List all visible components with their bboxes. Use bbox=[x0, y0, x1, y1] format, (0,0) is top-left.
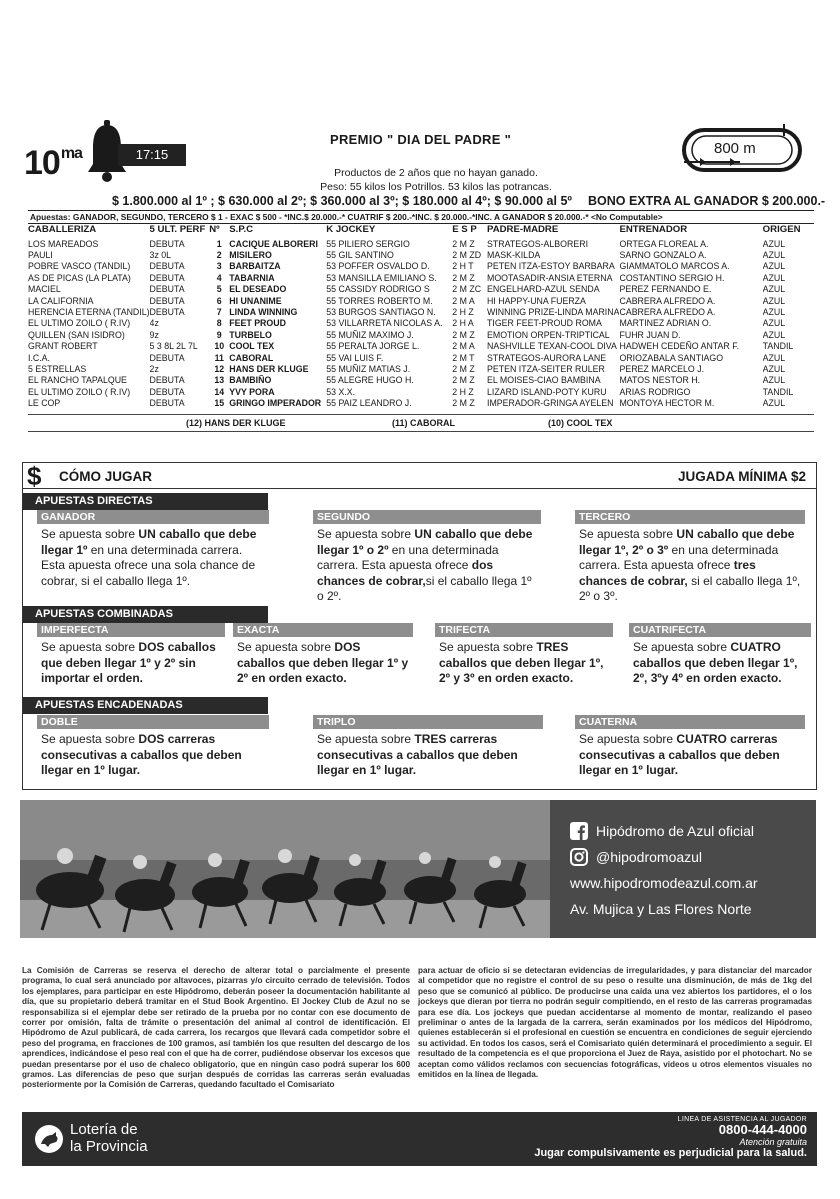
website-link[interactable]: www.hipodromodeazul.com.ar bbox=[570, 875, 758, 891]
bet-description: Se apuesta sobre UN caballo que debe llegar 1º, 2º o 3º en una determinada carrera. Esta apuesta ofrece tres chances de cobrar, si el caballo llega 1º, 2º o 3º. bbox=[579, 527, 801, 603]
cell-horse: TABARNIA bbox=[229, 272, 275, 283]
cell-number: 4 bbox=[216, 272, 222, 283]
cell-stable: 5 ESTRELLAS bbox=[28, 363, 87, 374]
cell-origin: AZUL bbox=[762, 307, 786, 318]
cell-origin: AZUL bbox=[762, 238, 786, 249]
cell-last-5: DEBUTA bbox=[149, 261, 185, 272]
bet-description: Se apuesta sobre CUATRO carreras consecutivas a caballos que deben llegar en 1º lugar. bbox=[579, 732, 780, 777]
cell-trainer: CABRERA ALFREDO A. bbox=[619, 295, 716, 306]
player-help: LINEA DE ASISTENCIA AL JUGADOR 0800-444-4000 Atención gratuita Jugar compulsivamente es perjudicial para la salud. bbox=[534, 1116, 807, 1159]
legal-text-right: para actuar de oficio si se detectaran evidencias de irregularidades, y para distanciar del marcador al competidor que no registre el control de su peso o resulte una disminución, de más de 1kg del peso que se comunicó al público. De producirse una caída una vez abiertos los partidores, el o los jockeys que dieran por tierra no podrán seguir compitiendo, en el resto de las carreras programadas para ese día. Los jockeys que puedan accidentarse al momento de montar, realizando el paseo preliminar o antes de la largada de la carrera, serán examinados por los médicos del Hipódromo, quienes establecerán si el profesional en cuestión se encuentra en condiciones de seguir ejerciendo su actividad. En todos los casos, será el Comisariato quién determinará el procedimiento a seguir. El resultado de la competencia es el que proporciona el Juez de Raya, asistido por el photochart. No se aceptan como válidos reclamos con secuencias fotográficas, videos u otros elementos visuales no emitidos en la línea de llegada. bbox=[418, 966, 812, 1080]
cell-sire-dam: STRATEGOS-AURORA LANE bbox=[487, 352, 607, 363]
bet-description: Se apuesta sobre DOS caballos que deben llegar 1º y 2º en orden exacto. bbox=[237, 640, 409, 685]
cell-sire-dam: STRATEGOS-ALBORERI bbox=[487, 238, 589, 249]
cell-sire-dam: EL MOISES-CIAO BAMBINA bbox=[487, 375, 601, 386]
cell-origin: AZUL bbox=[762, 250, 786, 261]
column-header: S.P.C bbox=[229, 224, 254, 235]
cell-horse: CACIQUE ALBORERI bbox=[229, 238, 318, 249]
bet-description: Se apuesta sobre CUATRO caballos que deben llegar 1º, 2º, 3ºy 4º en orden exacto. bbox=[633, 640, 798, 685]
race-time: 17:15 bbox=[118, 144, 186, 166]
cell-horse: CABORAL bbox=[229, 352, 274, 363]
table-row bbox=[28, 249, 814, 260]
social-links bbox=[570, 818, 758, 922]
cell-horse: TURBELO bbox=[229, 329, 272, 340]
table-row bbox=[28, 329, 814, 340]
bet-description: Se apuesta sobre DOS carreras consecutivas a caballos que deben llegar en 1º lugar. bbox=[41, 732, 242, 777]
cell-sire-dam: LIZARD ISLAND-POTY KURU bbox=[487, 386, 607, 397]
facebook-link[interactable]: Hipódromo de Azul oficial bbox=[570, 818, 758, 844]
facebook-icon bbox=[570, 822, 588, 840]
cell-horse: FEET PROUD bbox=[229, 318, 286, 329]
how-to-play-panel bbox=[22, 462, 817, 790]
column-header: 5 ULT. PERF bbox=[149, 224, 206, 235]
cell-last-5: 2z bbox=[149, 363, 159, 374]
table-row bbox=[28, 341, 814, 352]
cell-esp: 2 M ZD bbox=[452, 250, 482, 261]
cell-jockey: 55 ALEGRE HUGO H. bbox=[326, 375, 414, 386]
race-number: $10^{ma}$ bbox=[24, 144, 82, 182]
cell-horse: BAMBIÑO bbox=[229, 375, 272, 386]
cell-last-5: DEBUTA bbox=[149, 272, 185, 283]
cell-last-5: DEBUTA bbox=[149, 295, 185, 306]
table-row bbox=[28, 318, 814, 329]
bet-description: Se apuesta sobre DOS caballos que deben llegar 1º y 2º sin importar el orden. bbox=[41, 640, 216, 685]
how-to-play-title: CÓMO JUGAR bbox=[59, 469, 153, 484]
bet-label: EXACTA bbox=[233, 623, 413, 637]
cell-jockey: 53 BURGOS SANTIAGO N. bbox=[326, 307, 436, 318]
dollar-icon: $ bbox=[27, 461, 42, 491]
bet-ganador bbox=[37, 510, 269, 589]
column-header: PADRE-MADRE bbox=[487, 224, 559, 235]
table-row bbox=[28, 386, 814, 397]
table-row bbox=[28, 238, 814, 249]
cell-horse: HANS DER KLUGE bbox=[229, 363, 309, 374]
cell-sire-dam: HI HAPPY-UNA FUERZA bbox=[487, 295, 586, 306]
column-header: E S P bbox=[452, 224, 477, 235]
bet-label: CUATRIFECTA bbox=[629, 623, 811, 637]
cell-stable: LOS MAREADOS bbox=[28, 238, 99, 249]
cell-trainer: GIAMMATOLO MARCOS A. bbox=[619, 261, 730, 272]
purse-line: $ 1.800.000 al 1º ; $ 630.000 al 2º; $ 360.000 al 3º; $ 180.000 al 4º; $ 90.000 al 5º BONO EXTRA AL GANADOR $ 200.000.- bbox=[112, 194, 826, 208]
cell-origin: AZUL bbox=[762, 375, 786, 386]
cell-number: 14 bbox=[214, 386, 225, 397]
finish-first: (12) HANS DER KLUGE bbox=[186, 418, 286, 428]
bet-description: Se apuesta sobre UN caballo que debe llegar 1º en una determinada carrera. Esta apuesta ofrece una sola chance de cobrar, si el caballo llega 1º. bbox=[41, 527, 257, 588]
cell-sire-dam: PETEN ITZA-ESTOY BARBARA bbox=[487, 261, 615, 272]
cell-stable: EL ULTIMO ZOILO ( R.IV) bbox=[28, 386, 131, 397]
cell-sire-dam: MASK-KILDA bbox=[487, 250, 541, 261]
table-row bbox=[28, 295, 814, 306]
cell-number: 6 bbox=[216, 295, 222, 306]
cell-esp: 2 H Z bbox=[452, 386, 474, 397]
column-header: ENTRENADOR bbox=[619, 224, 688, 235]
bets-line: Apuestas: GANADOR, SEGUNDO, TERCERO $ 1 - EXAC $ 500 - *INC.$ 20.000.-* CUATRIF $ 200.-*INC. $ 20.000.-*INC. A GANADOR $ 20.000.-* <No Computable> bbox=[28, 210, 814, 224]
cell-trainer: FUHR JUAN D. bbox=[619, 329, 681, 340]
cell-number: 12 bbox=[214, 363, 225, 374]
cell-last-5: DEBUTA bbox=[149, 352, 185, 363]
cell-horse: GRINGO IMPERADOR bbox=[229, 398, 322, 409]
table-row bbox=[28, 261, 814, 272]
hipodromo-banner bbox=[20, 800, 816, 938]
bet-label: TERCERO bbox=[575, 510, 805, 524]
cell-esp: 2 M Z bbox=[452, 363, 475, 374]
cell-esp: 2 M A bbox=[452, 295, 475, 306]
table-row bbox=[28, 375, 814, 386]
bet-doble bbox=[37, 715, 269, 779]
table-row bbox=[28, 397, 814, 408]
cell-stable: MACIEL bbox=[28, 284, 61, 295]
health-warning: Jugar compulsivamente es perjudicial para la salud. bbox=[534, 1147, 807, 1159]
cell-stable: LE COP bbox=[28, 398, 61, 409]
cell-horse: COOL TEX bbox=[229, 341, 275, 352]
finish-third: (10) COOL TEX bbox=[548, 418, 613, 428]
cell-number: 7 bbox=[216, 307, 222, 318]
cell-sire-dam: PETEN ITZA-SEITER RULER bbox=[487, 363, 605, 374]
cell-sire-dam: IMPERADOR-GRINGA AYELEN bbox=[487, 398, 614, 409]
cell-jockey: 55 MUÑIZ MAXIMO J. bbox=[326, 329, 414, 340]
cell-esp: 2 M A bbox=[452, 341, 475, 352]
cell-sire-dam: EMOTION ORPEN-TRIPTICAL bbox=[487, 329, 610, 340]
cell-origin: AZUL bbox=[762, 261, 786, 272]
cell-stable: POBRE VASCO (TANDIL) bbox=[28, 261, 131, 272]
cell-origin: AZUL bbox=[762, 318, 786, 329]
cell-jockey: 55 MUÑIZ MATIAS J. bbox=[326, 363, 411, 374]
bet-description: Se apuesta sobre UN caballo que debe llegar 1º o 2º en una determinada carrera. Esta apuesta ofrece dos chances de cobrar,si el caballo llega 1º o 2º. bbox=[317, 527, 533, 603]
cell-origin: AZUL bbox=[762, 329, 786, 340]
cell-origin: AZUL bbox=[762, 295, 786, 306]
cell-stable: QUILLEN (SAN ISIDRO) bbox=[28, 329, 125, 340]
cell-last-5: DEBUTA bbox=[149, 386, 185, 397]
cell-esp: 2 H T bbox=[452, 261, 474, 272]
finish-second: (11) CABORAL bbox=[392, 418, 456, 428]
cell-jockey: 55 VAI LUIS F. bbox=[326, 352, 384, 363]
cell-jockey: 53 X.X. bbox=[326, 386, 356, 397]
cell-trainer: ORIOZABALA SANTIAGO bbox=[619, 352, 724, 363]
bet-cuatrifecta bbox=[629, 623, 811, 687]
cell-last-5: 3z 0L bbox=[149, 250, 172, 261]
cell-jockey: 53 MANSILLA EMILIANO S. bbox=[326, 272, 437, 283]
bet-description: Se apuesta sobre TRES carreras consecutivas a caballos que deben llegar en 1º lugar. bbox=[317, 732, 518, 777]
cell-number: 15 bbox=[214, 398, 225, 409]
table-row bbox=[28, 306, 814, 317]
cell-esp: 2 H A bbox=[452, 318, 474, 329]
cell-number: 8 bbox=[216, 318, 222, 329]
cell-trainer: PEREZ MARCELO J. bbox=[619, 363, 705, 374]
table-row bbox=[28, 272, 814, 283]
cell-last-5: 5 3 8L 2L 7L bbox=[149, 341, 198, 352]
help-phone: 0800-444-4000 bbox=[718, 1122, 807, 1137]
cell-trainer: ORTEGA FLOREAL A. bbox=[619, 238, 709, 249]
cell-number: 10 bbox=[214, 341, 225, 352]
section-chained: APUESTAS ENCADENADAS bbox=[23, 697, 268, 714]
cell-origin: AZUL bbox=[762, 363, 786, 374]
cell-stable: HERENCIA ETERNA (TANDIL) bbox=[28, 307, 150, 318]
minimum-bet: JUGADA MÍNIMA $2 bbox=[677, 469, 806, 484]
loteria-logo-icon bbox=[34, 1124, 64, 1154]
table-row bbox=[28, 352, 814, 363]
race-title: PREMIO " DIA DEL PADRE " bbox=[330, 132, 512, 147]
cell-horse: MISILERO bbox=[229, 250, 272, 261]
table-row bbox=[28, 284, 814, 295]
cell-trainer: HADWEH CEDEÑO ANTAR F. bbox=[619, 341, 740, 352]
instagram-link[interactable]: @hipodromoazul bbox=[570, 844, 758, 870]
cell-sire-dam: WINNING PRIZE-LINDA MARINA bbox=[487, 307, 620, 318]
footer-bar bbox=[22, 1112, 817, 1166]
cell-esp: 2 M Z bbox=[452, 238, 475, 249]
cell-horse: YVY PORA bbox=[229, 386, 275, 397]
cell-esp: 2 M Z bbox=[452, 272, 475, 283]
cell-trainer: SARNO GONZALO A. bbox=[619, 250, 707, 261]
cell-last-5: 4z bbox=[149, 318, 159, 329]
predicted-finish bbox=[28, 414, 814, 432]
race-conditions: Productos de 2 años que no hayan ganado. Peso: 55 kilos los Potrillos. 53 kilos las potrancas. bbox=[320, 167, 552, 193]
cell-stable: EL ULTIMO ZOILO ( R.IV) bbox=[28, 318, 131, 329]
cell-jockey: 55 GIL SANTINO bbox=[326, 250, 394, 261]
bet-segundo bbox=[313, 510, 541, 605]
race-header bbox=[24, 116, 816, 206]
bet-label: SEGUNDO bbox=[313, 510, 541, 524]
section-direct: APUESTAS DIRECTAS bbox=[23, 493, 268, 510]
cell-stable: EL RANCHO TAPALQUE bbox=[28, 375, 127, 386]
entries-table bbox=[28, 222, 814, 409]
bet-label: IMPERFECTA bbox=[37, 623, 225, 637]
cell-number: 2 bbox=[216, 250, 222, 261]
cell-stable: GRANT ROBERT bbox=[28, 341, 98, 352]
cell-last-5: DEBUTA bbox=[149, 284, 185, 295]
cell-trainer: MONTOYA HECTOR M. bbox=[619, 398, 715, 409]
cell-last-5: DEBUTA bbox=[149, 398, 185, 409]
cell-jockey: 55 TORRES ROBERTO M. bbox=[326, 295, 433, 306]
cell-number: 5 bbox=[216, 284, 222, 295]
cell-stable: AS DE PICAS (LA PLATA) bbox=[28, 272, 131, 283]
cell-esp: 2 M Z bbox=[452, 398, 475, 409]
cell-esp: 2 M ZC bbox=[452, 284, 482, 295]
cell-jockey: 55 PAIZ LEANDRO J. bbox=[326, 398, 412, 409]
cell-esp: 2 M Z bbox=[452, 329, 475, 340]
bet-label: TRIPLO bbox=[313, 715, 543, 729]
cell-last-5: DEBUTA bbox=[149, 375, 185, 386]
bet-trifecta bbox=[435, 623, 613, 687]
section-combined: APUESTAS COMBINADAS bbox=[23, 606, 268, 623]
cell-jockey: 53 POFFER OSVALDO D. bbox=[326, 261, 430, 272]
column-header: ORIGEN bbox=[762, 224, 801, 235]
cell-horse: LINDA WINNING bbox=[229, 307, 298, 318]
bet-triplo bbox=[313, 715, 543, 779]
cell-jockey: 53 VILLARRETA NICOLAS A. bbox=[326, 318, 443, 329]
bet-imperfecta bbox=[37, 623, 225, 687]
bet-label: DOBLE bbox=[37, 715, 269, 729]
cell-number: 9 bbox=[216, 329, 222, 340]
cell-sire-dam: TIGER FEET-PROUD ROMA bbox=[487, 318, 602, 329]
race-distance: 800 m bbox=[714, 140, 756, 157]
cell-number: 3 bbox=[216, 261, 222, 272]
cell-last-5: DEBUTA bbox=[149, 238, 185, 249]
how-to-play-header bbox=[23, 463, 816, 489]
cell-jockey: 55 PERALTA JORGE L. bbox=[326, 341, 420, 352]
cell-number: 1 bbox=[216, 238, 222, 249]
cell-horse: EL DESEADO bbox=[229, 284, 287, 295]
bet-cuaterna bbox=[575, 715, 805, 779]
cell-origin: TANDIL bbox=[762, 341, 794, 352]
cell-esp: 2 M T bbox=[452, 352, 475, 363]
instagram-icon bbox=[570, 848, 588, 866]
address-text: Av. Mujica y Las Flores Norte bbox=[570, 901, 752, 917]
cell-sire-dam: NASHVILLE TEXAN-COOL DIVA bbox=[487, 341, 617, 352]
cell-jockey: 55 PILIERO SERGIO bbox=[326, 238, 410, 249]
cell-horse: BARBAITZA bbox=[229, 261, 281, 272]
cell-origin: AZUL bbox=[762, 284, 786, 295]
column-header: CABALLERIZA bbox=[28, 224, 97, 235]
cell-stable: LA CALIFORNIA bbox=[28, 295, 94, 306]
cell-trainer: COSTANTINO SERGIO H. bbox=[619, 272, 725, 283]
cell-esp: 2 M Z bbox=[452, 375, 475, 386]
legal-text-left: La Comisión de Carreras se reserva el derecho de alterar total o parcialmente el presente programa, lo cual será anunciado por altavoces, pizarras y/o circuito cerrado de televisión. Todos los ejemplares, para participar en este Hipódromo, deberán poseer la documentación habilitante al día, que su propietario deberá tramitar en el Stud Book Argentino. El Jockey Club de Azul no se responsabiliza si el ejemplar debe ser retirado de la prueba por no contar con ese documento de correr por omisión, falta de trámite o presentación del animal al control de identificación. El Hipódromo de Azul publicará, de cada carrera, los recargos que llevará cada competidor sobre el peso del programa, en fracciones de 100 gramos, así también los que resulten del descargo de los aprendices, indicándose el peso real con el que ha de correr, pudiéndose observar los excesos que puedan presentarse por el uso de chaleco obligatorio, que en ningún caso podrá superar los 600 gramos. Las diferencias de peso que surjan después de corridas las carreras serán evaluadas posteriormente por la Comisión de Carreras, quedando facultado el Comisariato bbox=[22, 966, 410, 1090]
cell-trainer: MARTINEZ ADRIAN O. bbox=[619, 318, 712, 329]
cell-horse: HI UNANIME bbox=[229, 295, 282, 306]
cell-origin: TANDIL bbox=[762, 386, 794, 397]
cell-trainer: CABRERA ALFREDO A. bbox=[619, 307, 716, 318]
table-header-row bbox=[28, 222, 814, 238]
table-row bbox=[28, 363, 814, 374]
cell-origin: AZUL bbox=[762, 398, 786, 409]
cell-stable: PAULI bbox=[28, 250, 53, 261]
cell-origin: AZUL bbox=[762, 272, 786, 283]
cell-jockey: 55 CASSIDY RODRIGO S bbox=[326, 284, 430, 295]
bet-tercero bbox=[575, 510, 805, 605]
cell-last-5: 9z bbox=[149, 329, 159, 340]
cell-trainer: ARIAS RODRIGO bbox=[619, 386, 691, 397]
bet-description: Se apuesta sobre TRES caballos que deben llegar 1º, 2º y 3º en orden exacto. bbox=[439, 640, 604, 685]
cell-last-5: DEBUTA bbox=[149, 307, 185, 318]
bet-label: TRIFECTA bbox=[435, 623, 613, 637]
cell-number: 11 bbox=[214, 352, 224, 363]
cell-stable: I.C.A. bbox=[28, 352, 50, 363]
cell-sire-dam: MOOTASADIR-ANSIA ETERNA bbox=[487, 272, 613, 283]
column-header: K JOCKEY bbox=[326, 224, 376, 235]
cell-esp: 2 H Z bbox=[452, 307, 474, 318]
cell-trainer: PEREZ FERNANDO E. bbox=[619, 284, 712, 295]
bet-label: GANADOR bbox=[37, 510, 269, 524]
cell-trainer: MATOS NESTOR H. bbox=[619, 375, 701, 386]
cell-number: 13 bbox=[214, 375, 225, 386]
bet-label: CUATERNA bbox=[575, 715, 805, 729]
column-header: Nº bbox=[209, 224, 220, 235]
cell-origin: AZUL bbox=[762, 352, 786, 363]
bet-exacta bbox=[233, 623, 413, 687]
loteria-brand: Lotería de la Provincia bbox=[70, 1121, 148, 1155]
cell-sire-dam: ENGELHARD-AZUL SENDA bbox=[487, 284, 600, 295]
